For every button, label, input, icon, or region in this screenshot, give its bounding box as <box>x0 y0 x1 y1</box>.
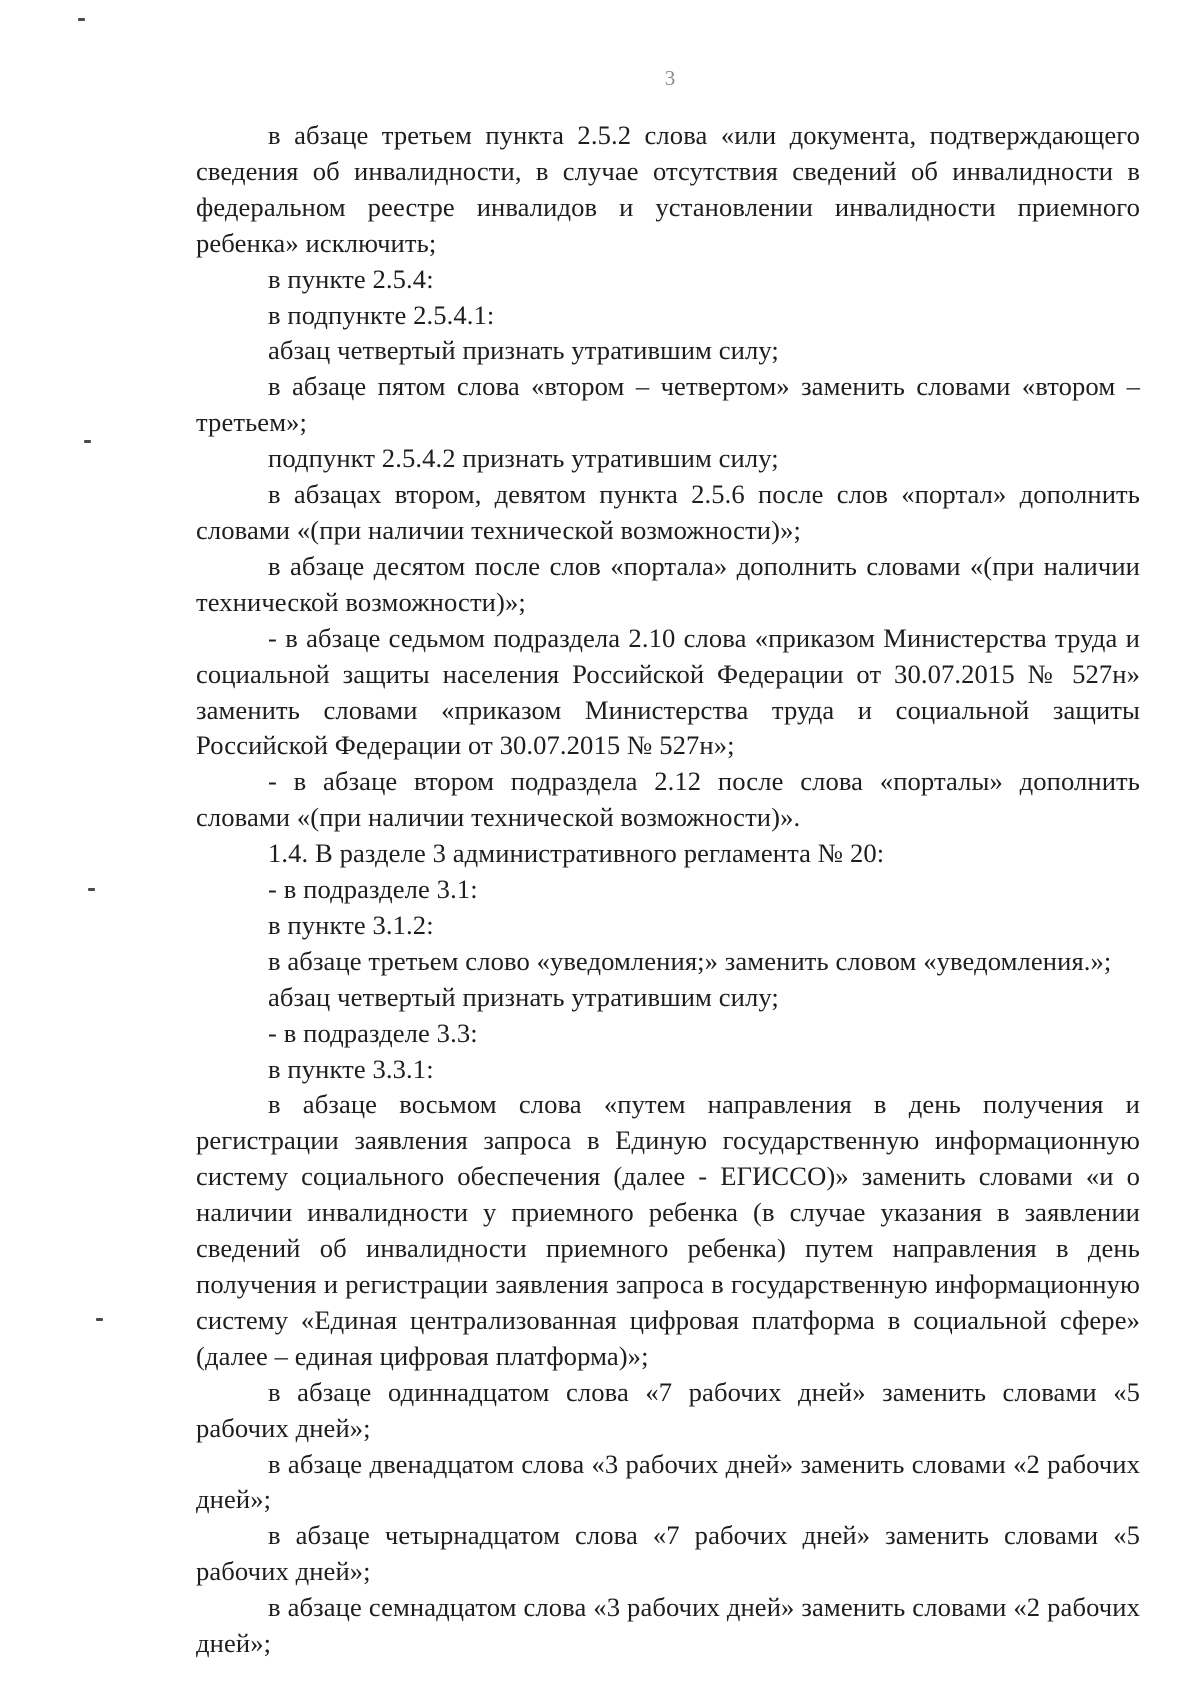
paragraph: в пункте 2.5.4: <box>268 263 434 294</box>
paragraph: абзац четвертый признать утратившим силу; <box>268 981 779 1012</box>
paragraph: - в абзаце седьмом подраздела 2.10 слова «приказом Министерства труда и социальной защиты населения Российской Федерации от 30.07.2015 № 527н» заменить словами «приказом Министерства труда и социальной защиты Российской Федерации от 30.07.2015 № 527н»; <box>196 622 1140 761</box>
document-body <box>196 118 1140 1662</box>
paragraph: в абзаце двенадцатом слова «3 рабочих дней» заменить словами «2 рабочих дней»; <box>196 1448 1140 1515</box>
paragraph: - в абзаце втором подраздела 2.12 после слова «порталы» дополнить словами «(при наличии технической возможности)». <box>196 766 1140 833</box>
paragraph: в абзаце десятом после слов «портала» дополнить словами «(при наличии технической возможности)»; <box>196 550 1140 617</box>
paragraph: подпункт 2.5.4.2 признать утратившим силу; <box>268 443 779 474</box>
paragraph: в абзаце одиннадцатом слова «7 рабочих дней» заменить словами «5 рабочих дней»; <box>196 1376 1140 1443</box>
paragraph: в подпункте 2.5.4.1: <box>268 299 495 330</box>
paragraph: в абзаце семнадцатом слова «3 рабочих дней» заменить словами «2 рабочих дней»; <box>196 1592 1140 1659</box>
paragraph: - в подразделе 3.1: <box>268 874 478 905</box>
paragraph: - в подразделе 3.3: <box>268 1017 478 1048</box>
paragraph: 1.4. В разделе 3 административного регламента № 20: <box>268 838 885 869</box>
paragraph: в абзаце третьем пункта 2.5.2 слова «или документа, подтверждающего сведения об инвалидности, в случае отсутствия сведений об инвалидности в федеральном реестре инвалидов и установлении инвалидности приемного ребенка» исключить; <box>196 120 1140 258</box>
scan-mark <box>88 888 95 891</box>
paragraph: в абзацах втором, девятом пункта 2.5.6 после слов «портал» дополнить словами «(при наличии технической возможности)»; <box>196 479 1140 545</box>
paragraph: в абзаце третьем слово «уведомления;» заменить словом «уведомления.»; <box>268 945 1112 976</box>
page-number: 3 <box>664 66 676 90</box>
paragraph: в пункте 3.1.2: <box>268 909 434 940</box>
scan-mark <box>84 440 91 443</box>
scan-mark <box>78 18 85 21</box>
paragraph: в абзаце восьмом слова «путем направления в день получения и регистрации заявления запроса в Единую государственную информационную систему социального обеспечения (далее - ЕГИССО)» заменить словами «и о наличии инвалидности у приемного ребенка (в случае указания в заявлении сведений об инвалидности приемного ребенка) путем направления в день получения и регистрации заявления запроса в государственную информационную систему «Единая централизованная цифровая платформа в социальной сфере» (далее – единая цифровая платформа)»; <box>196 1089 1140 1371</box>
scan-mark <box>96 1318 103 1321</box>
paragraph: в абзаце пятом слова «втором – четвертом» заменить словами «втором – третьем»; <box>196 371 1140 438</box>
paragraph: в абзаце четырнадцатом слова «7 рабочих дней» заменить словами «5 рабочих дней»; <box>196 1520 1140 1587</box>
paragraph: абзац четвертый признать утратившим силу; <box>268 335 779 366</box>
paragraph: в пункте 3.3.1: <box>268 1053 434 1084</box>
